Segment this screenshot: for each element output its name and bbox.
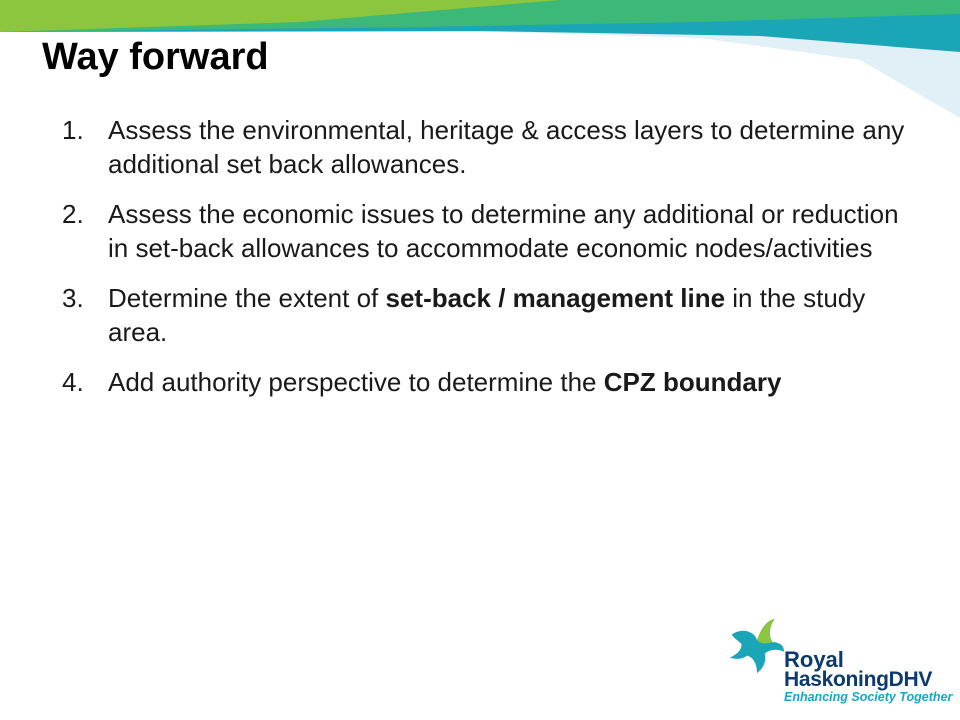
list-item-number: 4. (62, 367, 84, 397)
list-item-text: Add authority perspective to determine the (108, 367, 604, 397)
list-item-text: Assess the economic issues to determine any additional or reduction in set-back allowances to accommodate economic nodes/activities (108, 199, 899, 263)
list-item-emphasis: CPZ boundary (603, 367, 782, 397)
list-item-number: 1. (62, 115, 84, 145)
company-logo (728, 616, 953, 708)
list-item-emphasis: set-back / management line (385, 283, 726, 313)
list-item-number: 3. (62, 283, 84, 313)
list-item (62, 197, 922, 265)
logo-text-haskoningdhv: HaskoningDHV (784, 668, 933, 691)
logo-text-royal: Royal (784, 647, 844, 672)
list-item-text: Determine the extent of (108, 283, 386, 313)
star-icon (728, 616, 786, 676)
page-title: Way forward (42, 36, 269, 78)
list-item (62, 365, 922, 399)
logo-tagline: Enhancing Society Together (784, 690, 953, 704)
steps-list (62, 113, 922, 415)
list-item (62, 281, 922, 349)
list-item-text: Assess the environmental, heritage & access layers to determine any additional set back allowances. (108, 115, 905, 179)
list-item-number: 2. (62, 199, 84, 229)
list-item (62, 113, 922, 181)
list-item-text: in the study area. (108, 283, 866, 347)
